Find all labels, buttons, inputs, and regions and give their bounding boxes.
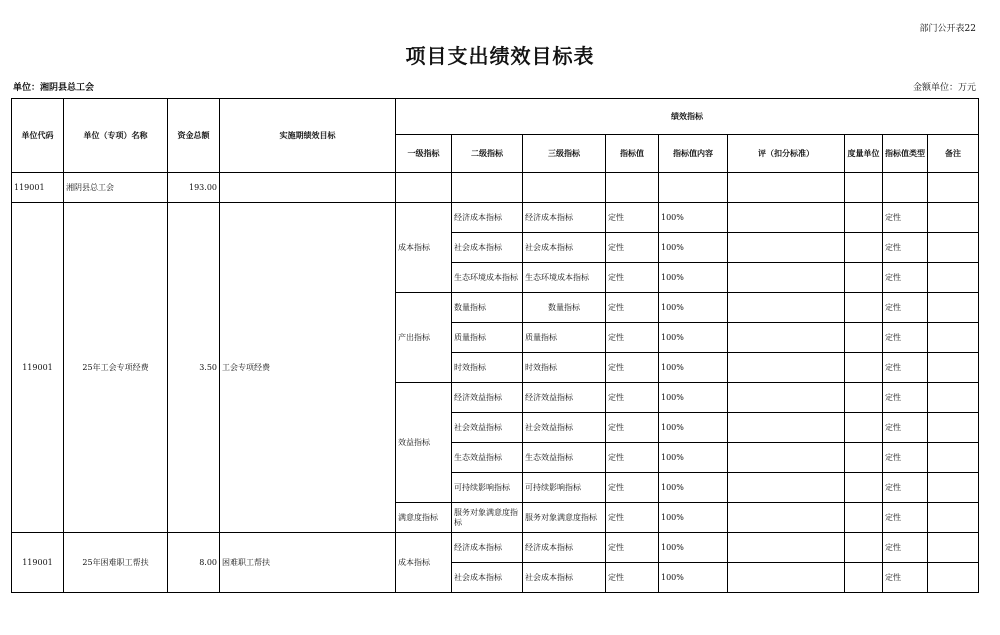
score-standard — [728, 293, 845, 323]
score-standard — [728, 533, 845, 563]
header-goal: 实施期绩效目标 — [220, 99, 396, 173]
measure-unit — [845, 473, 883, 503]
project-code: 119001 — [12, 203, 64, 533]
measure-unit — [845, 233, 883, 263]
indicator-content: 100% — [659, 203, 728, 233]
indicator-content: 100% — [659, 443, 728, 473]
header-level2: 二级指标 — [452, 135, 523, 173]
score-standard — [728, 563, 845, 593]
score-standard — [728, 263, 845, 293]
level2-indicator: 质量指标 — [452, 323, 523, 353]
remark — [928, 233, 979, 263]
indicator-value: 定性 — [606, 203, 659, 233]
indicator-type: 定性 — [883, 533, 928, 563]
indicator-content: 100% — [659, 413, 728, 443]
indicator-type: 定性 — [883, 443, 928, 473]
score-standard — [728, 233, 845, 263]
remark — [928, 323, 979, 353]
measure-unit — [845, 323, 883, 353]
measure-unit — [845, 413, 883, 443]
project-amount: 3.50 — [168, 203, 220, 533]
level1-indicator: 效益指标 — [396, 383, 452, 503]
header-indicator-content: 指标值内容 — [659, 135, 728, 173]
indicator-type: 定性 — [883, 473, 928, 503]
summary-amount: 193.00 — [168, 173, 220, 203]
remark — [928, 533, 979, 563]
summary-name: 湘阴县总工会 — [64, 173, 168, 203]
indicator-type: 定性 — [883, 353, 928, 383]
score-standard — [728, 353, 845, 383]
level2-indicator: 时效指标 — [452, 353, 523, 383]
indicator-value: 定性 — [606, 233, 659, 263]
indicator-type: 定性 — [883, 323, 928, 353]
page-title: 项目支出绩效目标表 — [405, 44, 595, 68]
performance-table — [11, 98, 979, 593]
level3-indicator: 可持续影响指标 — [523, 473, 606, 503]
level1-indicator: 成本指标 — [396, 533, 452, 593]
indicator-content: 100% — [659, 533, 728, 563]
level2-indicator: 生态环境成本指标 — [452, 263, 523, 293]
score-standard — [728, 383, 845, 413]
level2-indicator: 社会效益指标 — [452, 413, 523, 443]
indicator-type: 定性 — [883, 293, 928, 323]
indicator-content: 100% — [659, 383, 728, 413]
measure-unit — [845, 503, 883, 533]
level2-indicator: 服务对象满意度指标 — [452, 503, 523, 533]
indicator-content: 100% — [659, 503, 728, 533]
measure-unit — [845, 533, 883, 563]
level2-indicator: 经济效益指标 — [452, 383, 523, 413]
measure-unit — [845, 353, 883, 383]
indicator-content: 100% — [659, 563, 728, 593]
level3-indicator: 生态效益指标 — [523, 443, 606, 473]
level3-indicator: 社会成本指标 — [523, 563, 606, 593]
project-goal: 工会专项经费 — [220, 203, 396, 533]
remark — [928, 383, 979, 413]
header-score-standard: 评（扣分标准） — [728, 135, 845, 173]
level3-indicator: 经济效益指标 — [523, 383, 606, 413]
indicator-type: 定性 — [883, 413, 928, 443]
indicator-value: 定性 — [606, 413, 659, 443]
indicator-content: 100% — [659, 233, 728, 263]
score-standard — [728, 473, 845, 503]
header-level3: 三级指标 — [523, 135, 606, 173]
indicator-type: 定性 — [883, 383, 928, 413]
level2-indicator: 生态效益指标 — [452, 443, 523, 473]
indicator-value: 定性 — [606, 263, 659, 293]
level1-indicator: 产出指标 — [396, 293, 452, 383]
level1-indicator: 满意度指标 — [396, 503, 452, 533]
summary-row — [12, 173, 979, 203]
score-standard — [728, 503, 845, 533]
level3-indicator: 质量指标 — [523, 323, 606, 353]
indicator-value: 定性 — [606, 503, 659, 533]
score-standard — [728, 323, 845, 353]
form-tag: 部门公开表22 — [919, 24, 976, 34]
header-unit-name: 单位（专项）名称 — [64, 99, 168, 173]
header-measure-unit: 度量单位 — [845, 135, 883, 173]
level2-indicator: 社会成本指标 — [452, 233, 523, 263]
indicator-content: 100% — [659, 353, 728, 383]
remark — [928, 413, 979, 443]
header-level1: 一级指标 — [396, 135, 452, 173]
header-indicator-type: 指标值类型 — [883, 135, 928, 173]
indicator-value: 定性 — [606, 293, 659, 323]
level2-indicator: 数量指标 — [452, 293, 523, 323]
summary-code: 119001 — [12, 173, 64, 203]
level3-indicator: 经济成本指标 — [523, 533, 606, 563]
indicator-value: 定性 — [606, 383, 659, 413]
remark — [928, 563, 979, 593]
indicator-type: 定性 — [883, 563, 928, 593]
project-name: 25年工会专项经费 — [64, 203, 168, 533]
level3-indicator: 时效指标 — [523, 353, 606, 383]
indicator-value: 定性 — [606, 353, 659, 383]
project-name: 25年困难职工帮扶 — [64, 533, 168, 593]
table-row — [12, 533, 979, 563]
indicator-value: 定性 — [606, 443, 659, 473]
indicator-content: 100% — [659, 473, 728, 503]
indicator-value: 定性 — [606, 323, 659, 353]
remark — [928, 293, 979, 323]
indicator-value: 定性 — [606, 473, 659, 503]
level2-indicator: 经济成本指标 — [452, 533, 523, 563]
header-indicator-value: 指标值 — [606, 135, 659, 173]
measure-unit — [845, 203, 883, 233]
indicator-type: 定性 — [883, 233, 928, 263]
indicator-content: 100% — [659, 323, 728, 353]
project-code: 119001 — [12, 533, 64, 593]
level2-indicator: 经济成本指标 — [452, 203, 523, 233]
indicator-type: 定性 — [883, 263, 928, 293]
project-goal: 困难职工帮扶 — [220, 533, 396, 593]
indicator-type: 定性 — [883, 503, 928, 533]
indicator-value: 定性 — [606, 533, 659, 563]
header-total-funds: 资金总额 — [168, 99, 220, 173]
measure-unit — [845, 383, 883, 413]
header-remark: 备注 — [928, 135, 979, 173]
measure-unit — [845, 293, 883, 323]
indicator-content: 100% — [659, 263, 728, 293]
indicator-value: 定性 — [606, 563, 659, 593]
remark — [928, 203, 979, 233]
measure-unit — [845, 263, 883, 293]
measure-unit — [845, 443, 883, 473]
level2-indicator: 社会成本指标 — [452, 563, 523, 593]
score-standard — [728, 443, 845, 473]
table-row — [12, 203, 979, 233]
remark — [928, 503, 979, 533]
unit-label: 单位：湘阴县总工会 — [13, 83, 95, 93]
header-performance: 绩效指标 — [396, 99, 979, 135]
level3-indicator: 数量指标 — [523, 293, 606, 323]
level2-indicator: 可持续影响指标 — [452, 473, 523, 503]
indicator-content: 100% — [659, 293, 728, 323]
score-standard — [728, 413, 845, 443]
remark — [928, 443, 979, 473]
level3-indicator: 社会效益指标 — [523, 413, 606, 443]
level3-indicator: 社会成本指标 — [523, 233, 606, 263]
indicator-type: 定性 — [883, 203, 928, 233]
level3-indicator: 生态环境成本指标 — [523, 263, 606, 293]
money-unit-label: 金额单位：万元 — [912, 83, 976, 93]
remark — [928, 263, 979, 293]
project-amount: 8.00 — [168, 533, 220, 593]
header-unit-code: 单位代码 — [12, 99, 64, 173]
remark — [928, 353, 979, 383]
measure-unit — [845, 563, 883, 593]
score-standard — [728, 203, 845, 233]
level3-indicator: 经济成本指标 — [523, 203, 606, 233]
level1-indicator: 成本指标 — [396, 203, 452, 293]
level3-indicator: 服务对象满意度指标 — [523, 503, 606, 533]
remark — [928, 473, 979, 503]
